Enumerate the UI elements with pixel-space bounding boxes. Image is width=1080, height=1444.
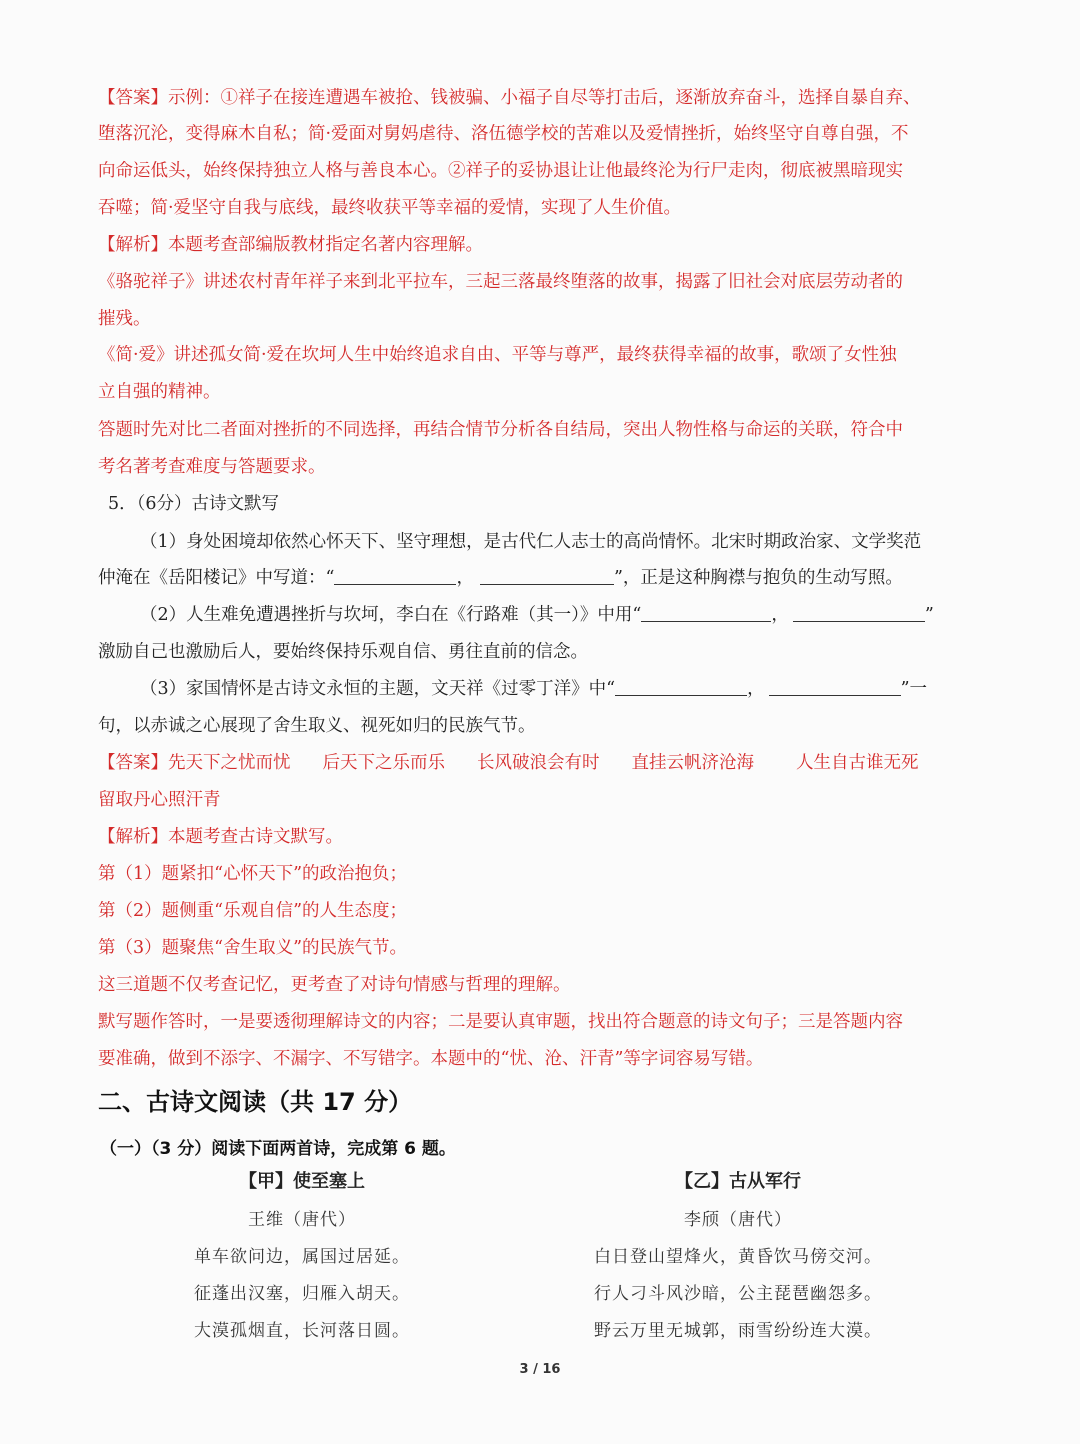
poem-line: 野云万里无城郭，雨雪纷纷连大漠。 xyxy=(594,1321,882,1341)
poem-line: 行人刁斗风沙暗，公主琵琶幽怨多。 xyxy=(594,1284,882,1304)
answer-line: 留取丹心照汗青 xyxy=(98,790,221,810)
poem-line: 单车欲问边，属国过居延。 xyxy=(194,1247,410,1267)
poem-line: 大漠孤烟直，长河落日圆。 xyxy=(194,1321,410,1341)
answer-item: 直挂云帆济沧海 xyxy=(631,753,754,773)
explanation-line: 立自强的精神。 xyxy=(98,382,221,402)
explanation-line: 《骆驼祥子》讲述农村青年祥子来到北平拉车，三起三落最终堕落的故事，揭露了旧社会对底层劳动者的 xyxy=(98,272,903,292)
explanation-line: 考名著考查难度与答题要求。 xyxy=(98,457,326,477)
poem-jia xyxy=(102,1170,502,1356)
section-heading: 二、古诗文阅读（共 17 分） xyxy=(98,1088,413,1116)
prompt-text: ， xyxy=(771,605,789,625)
poem-title: 【甲】使至塞上 xyxy=(239,1171,365,1192)
poem-author: 王维（唐代） xyxy=(248,1210,356,1230)
explanation-line: 第（1）题紧扣“心怀天下”的政治抱负； xyxy=(98,864,408,884)
poem-line: 征蓬出汉塞，归雁入胡天。 xyxy=(194,1284,410,1304)
question-5-3-text-cont: 句，以赤诚之心展现了舍生取义、视死如归的民族气节。 xyxy=(98,716,536,736)
question-5-1-text-cont xyxy=(98,566,982,590)
question-5-title: 5．（6分）古诗文默写 xyxy=(108,494,280,514)
explanation-line: 答题时先对比二者面对挫折的不同选择，再结合情节分析各自结局，突出人物性格与命运的关联，符合中 xyxy=(98,420,903,440)
poem-title: 【乙】古从军行 xyxy=(675,1171,801,1192)
question-5-3-text xyxy=(140,677,982,701)
explanation-line: 摧残。 xyxy=(98,309,151,329)
explanation-line: 第（3）题聚焦“舍生取义”的民族气节。 xyxy=(98,938,408,958)
answer-item: 先天下之忧而忧 xyxy=(168,753,291,773)
prompt-text: ， xyxy=(456,568,474,588)
answer-label: 【答案】 xyxy=(98,753,168,773)
poem-line: 白日登山望烽火，黄昏饮马傍交河。 xyxy=(594,1247,882,1267)
prompt-text: （2）人生难免遭遇挫折与坎坷，李白在《行路难（其一）》中用“ xyxy=(140,605,642,625)
answer-line: 堕落沉沦，变得麻木自私；简·爱面对舅妈虐待、洛伍德学校的苦难以及爱情挫折，始终坚守自尊自强，不 xyxy=(98,124,909,144)
question-5-1-text: （1）身处困境却依然心怀天下、坚守理想，是古代仁人志士的高尚情怀。北宋时期政治家、文学奖范 xyxy=(140,532,922,552)
answer-item: 后天下之乐而乐 xyxy=(322,753,445,773)
explanation-line: 这三道题不仅考查记忆，更考查了对诗句情感与哲理的理解。 xyxy=(98,975,571,995)
question-5-2-text-cont: 激励自己也激励后人，要始终保持乐观自信、勇往直前的信念。 xyxy=(98,642,588,662)
answer-line: 吞噬；简·爱坚守自我与底线，最终收获平等幸福的爱情，实现了人生价值。 xyxy=(98,198,682,218)
subsection-heading: （一）（3 分）阅读下面两首诗，完成第 6 题。 xyxy=(100,1139,456,1159)
poem-yi xyxy=(538,1170,938,1356)
prompt-text: ”，正是这种胸襟与抱负的生动写照。 xyxy=(613,568,903,588)
explanation-line: 《简·爱》讲述孤女简·爱在坎坷人生中始终追求自由、平等与尊严，最终获得幸福的故事，歌颂了女性独 xyxy=(98,345,897,365)
page-number: 3 / 16 xyxy=(519,1362,561,1377)
prompt-text: ” xyxy=(924,605,934,625)
answer-blank-5[interactable] xyxy=(615,679,747,696)
prompt-text: （3）家国情怀是古诗文永恒的主题，文天祥《过零丁洋》中“ xyxy=(140,679,616,699)
answer-line: 向命运低头，始终保持独立人格与善良本心。②祥子的妥协退让让他最终沦为行尸走肉，彻底被黑暗现实 xyxy=(98,161,903,181)
explanation-line: 【解析】本题考查古诗文默写。 xyxy=(98,827,343,847)
answer-blank-2[interactable] xyxy=(480,568,614,585)
prompt-text: ， xyxy=(747,679,765,699)
prompt-text: ”一 xyxy=(900,679,928,699)
explanation-line: 【解析】本题考查部编版教材指定名著内容理解。 xyxy=(98,235,483,255)
poem-author: 李颀（唐代） xyxy=(684,1210,792,1230)
explanation-line: 要准确，做到不添字、不漏字、不写错字。本题中的“忧、沧、汗青”等字词容易写错。 xyxy=(98,1049,764,1069)
answer-line: 【答案】示例：①祥子在接连遭遇车被抢、钱被骗、小福子自尽等打击后，逐渐放弃奋斗，选择自暴自弃、 xyxy=(98,88,921,108)
answer-line xyxy=(98,751,982,775)
explanation-line: 第（2）题侧重“乐观自信”的人生态度； xyxy=(98,901,408,921)
prompt-text: 仲淹在《岳阳楼记》中写道：“ xyxy=(98,568,335,588)
answer-blank-6[interactable] xyxy=(769,679,901,696)
answer-blank-3[interactable] xyxy=(641,605,771,622)
question-5-2-text xyxy=(140,603,982,627)
answer-item: 人生自古谁无死 xyxy=(796,753,919,773)
answer-item: 长风破浪会有时 xyxy=(477,753,600,773)
answer-blank-1[interactable] xyxy=(334,568,456,585)
explanation-line: 默写题作答时，一是要透彻理解诗文的内容；二是要认真审题，找出符合题意的诗文句子；三是答题内容 xyxy=(98,1012,903,1032)
answer-blank-4[interactable] xyxy=(793,605,925,622)
